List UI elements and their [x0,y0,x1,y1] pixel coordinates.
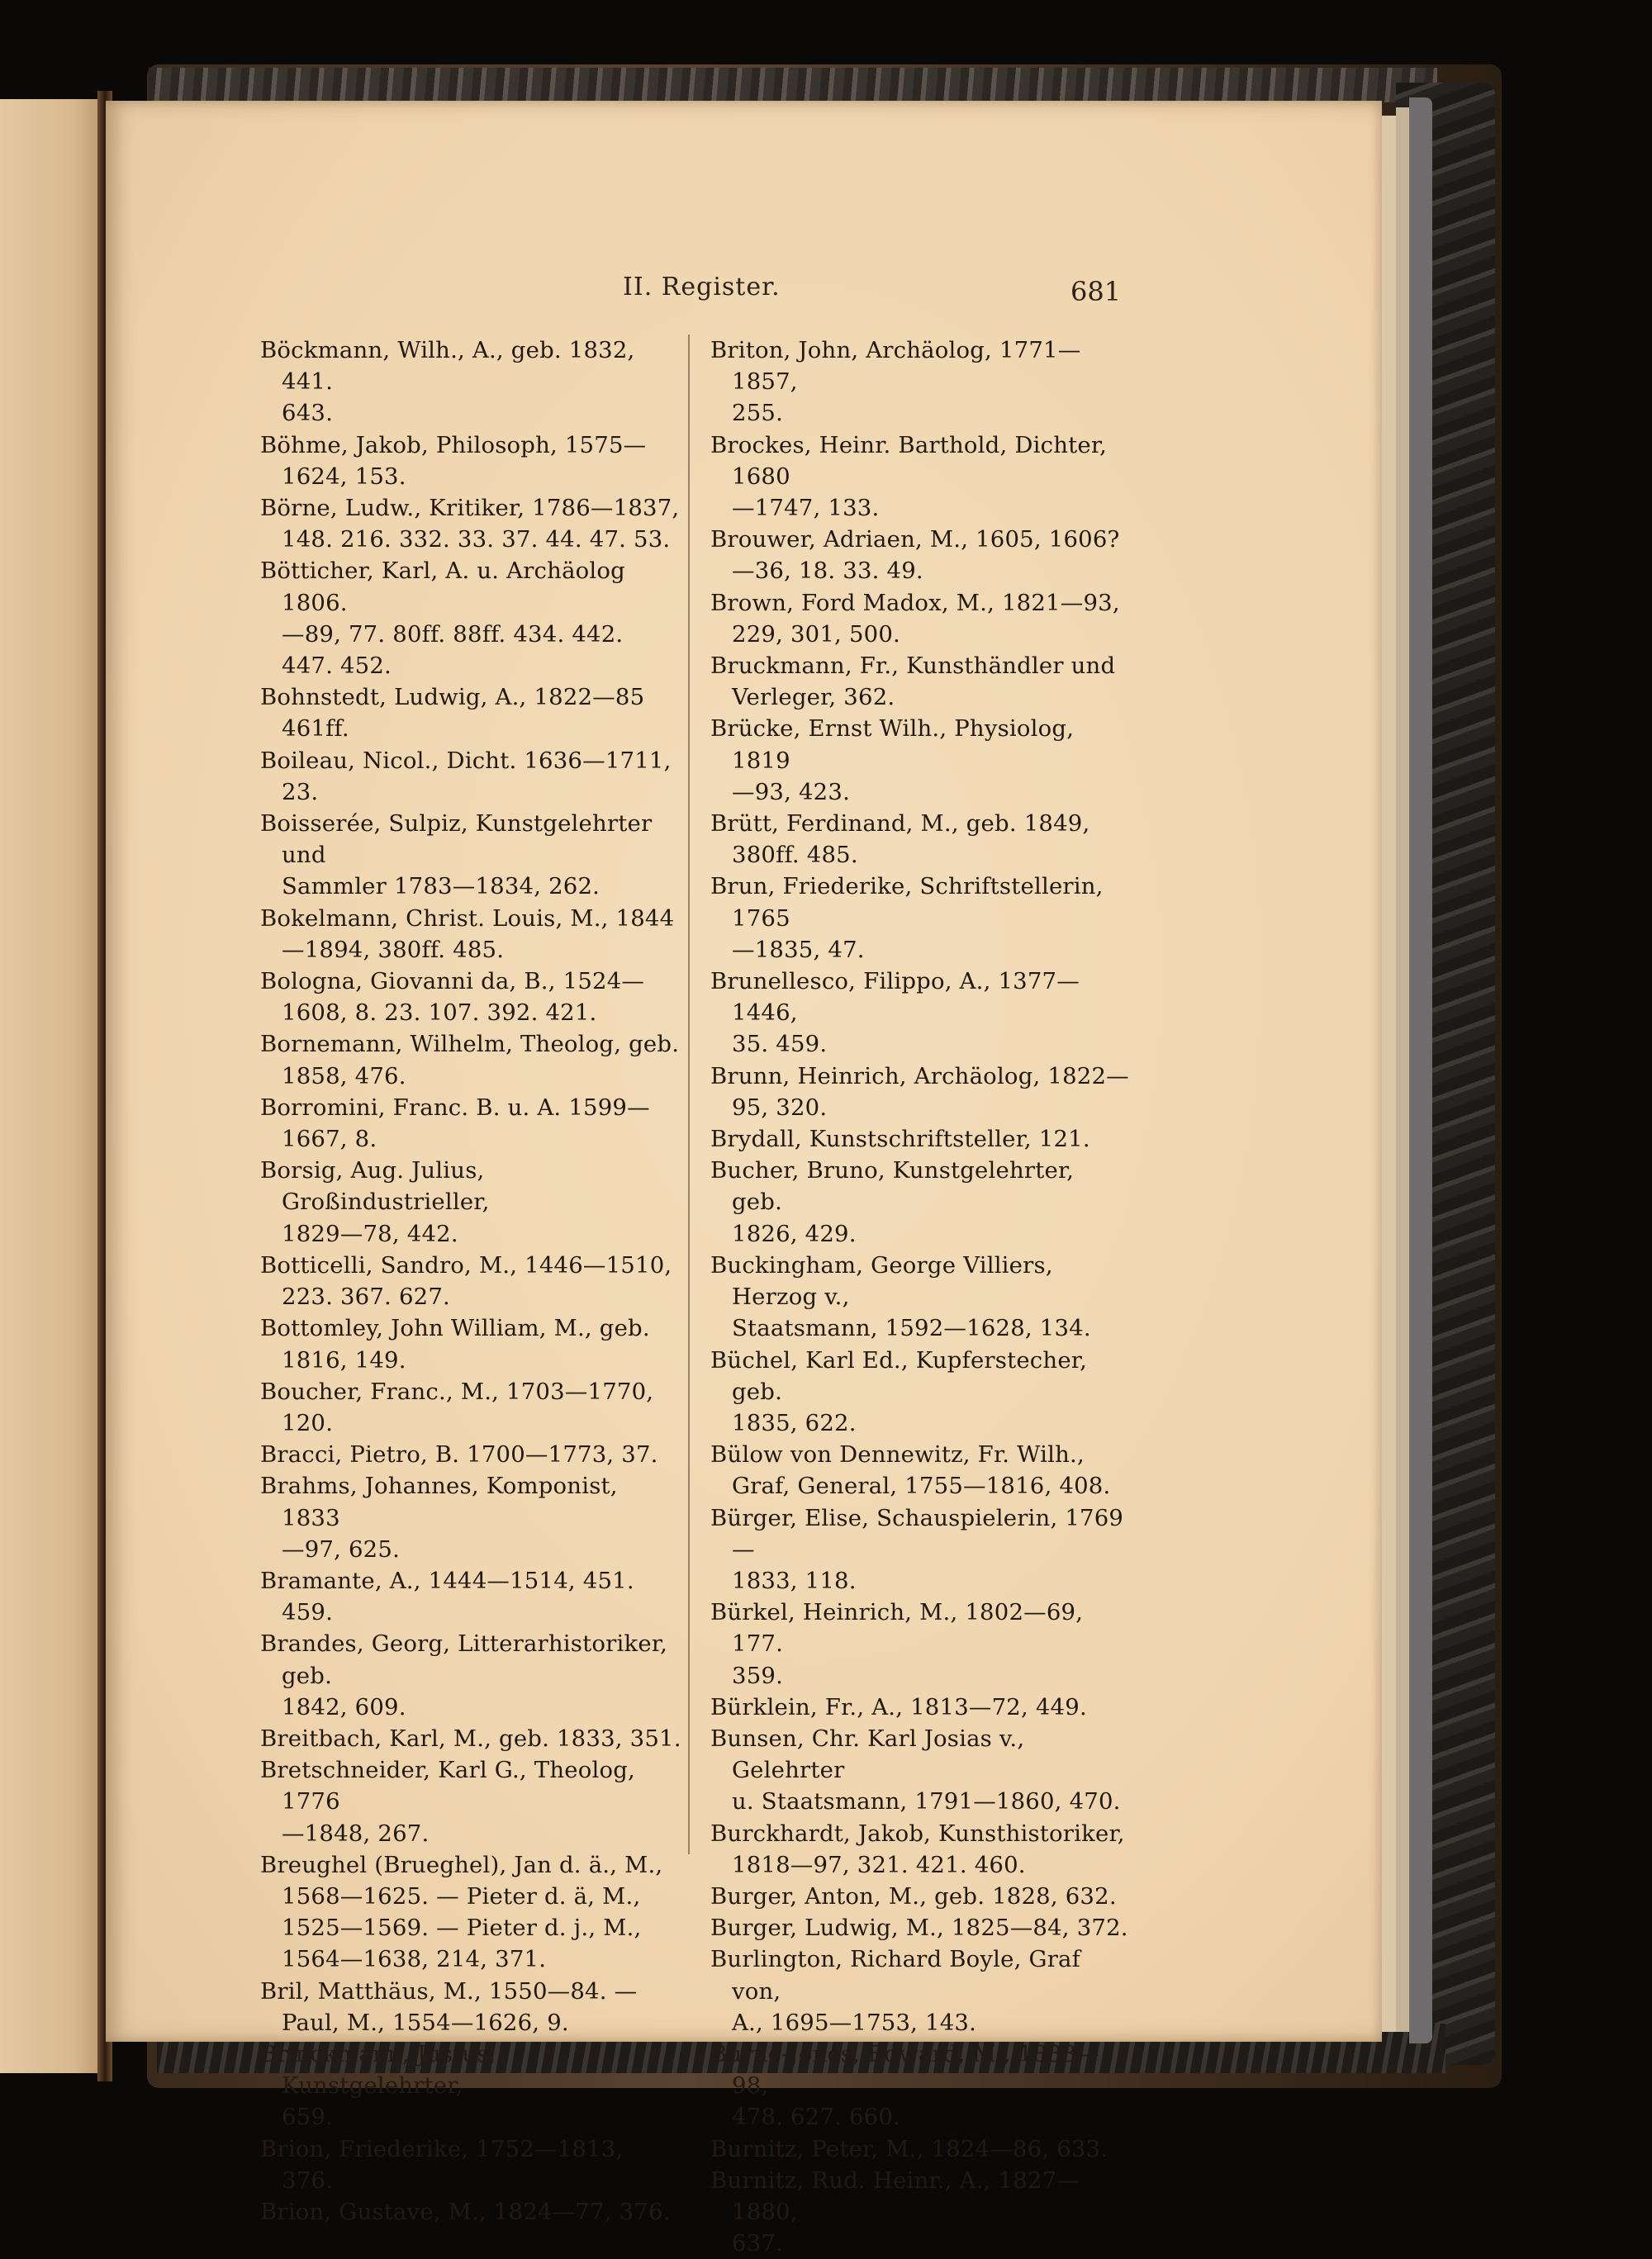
index-entry-line: Brinckmann, Justus, Kunstgelehrter, [260,2040,496,2100]
index-entry-line: 447. 452. [282,653,392,680]
index-entry-line: Burlington, Richard Boyle, Graf von, [710,1946,1081,2005]
index-entry-line: 229, 301, 500. [732,620,900,648]
index-entry-line: Bohnstedt, Ludwig, A., 1822—85 461ff. [260,684,645,743]
index-entry [710,650,1132,713]
index-entry-line: 637. [732,2230,784,2257]
index-entry [710,2133,1132,2165]
index-entry-line: Paul, M., 1554—1626, 9. [282,2009,569,2036]
index-entry-line: Bruckmann, Fr., Kunsthändler und [710,653,1116,680]
index-entry [710,1061,1132,1123]
index-entry [710,1818,1132,1881]
index-entry-line: u. Staatsmann, 1791—1860, 470. [732,1788,1121,1815]
index-entry-line: 1816, 149. [282,1346,406,1374]
index-entry-line: —1747, 133. [732,495,880,522]
index-entry-line: —93, 423. [732,778,851,805]
index-column-left [260,335,681,2225]
index-entry-line: 148. 216. 332. 33. 37. 44. 47. 53. [282,526,671,553]
running-head: II. Register. [623,273,781,301]
index-entry [260,1250,681,1312]
index-entry-line: Bracci, Pietro, B. 1700—1773, 37. [260,1441,658,1469]
index-entry [260,1092,681,1155]
index-entry-line: 1624, 153. [282,463,406,490]
index-entry-line: Brown, Ford Madox, M., 1821—93, [710,589,1120,616]
index-entry-line: Bürger, Elise, Schauspielerin, 1769— [710,1504,1124,1563]
index-entry [710,871,1132,966]
index-entry-line: 1568—1625. — Pieter d. ä, M., [282,1882,641,1910]
index-entry-line: Bretschneider, Karl G., Theolog, 1776 [260,1757,635,1815]
index-entry [710,808,1132,871]
index-entry [710,1723,1132,1818]
index-entry-line: 223. 367. 627. [282,1284,450,1311]
index-entry [260,1470,681,1565]
index-entry-line: 1818—97, 321. 421. 460. [732,1851,1026,1878]
index-entry-line: 380ff. 485. [732,842,858,869]
index-entry [260,1849,681,1976]
index-entry-line: 1667, 8. [282,1126,377,1153]
index-entry [710,1439,1132,1502]
index-entry-line: Bokelmann, Christ. Louis, M., 1844 [260,904,675,932]
index-entry [260,1754,681,1849]
index-entry [260,1155,681,1250]
index-entry [260,1439,681,1470]
index-entry-line: 1564—1638, 214, 371. [282,1946,547,1973]
index-entry-line: Burckhardt, Jakob, Kunsthistoriker, [710,1820,1125,1847]
index-entry-line: 643. [282,400,334,427]
index-entry-line: Briton, John, Archäolog, 1771—1857, [710,337,1081,396]
index-entry-line: Bucher, Bruno, Kunstgelehrter, geb. [710,1157,1075,1216]
index-entry [710,966,1132,1061]
index-entry-line: —97, 625. [282,1535,401,1563]
index-entry-line: Boisserée, Sulpiz, Kunstgelehrter und [260,810,653,869]
facing-left-page [0,99,106,2073]
index-entry-line: —1835, 47. [732,936,865,963]
index-entry-line: Bornemann, Wilhelm, Theolog, geb. [260,1031,680,1058]
index-entry-line: —1894, 380ff. 485. [282,936,505,963]
index-entry-line: Breitbach, Karl, M., geb. 1833, 351. [260,1725,681,1752]
index-entry [260,903,681,966]
index-entry-line: —36, 18. 33. 49. [732,558,923,585]
index-entry-line: Staatsmann, 1592—1628, 134. [732,1315,1091,1342]
index-entry-line: Brion, Gustave, M., 1824—77, 376. [260,2198,671,2225]
index-entry-line: 255. [732,400,784,427]
index-entry-line: —89, 77. 80ff. 88ff. 434. 442. [282,620,624,648]
index-entry [710,524,1132,586]
index-entry-line: Sammler 1783—1834, 262. [282,873,601,900]
index-entry-line: Brücke, Ernst Wilh., Physiolog, 1819 [710,715,1075,774]
index-entry-line: Brunellesco, Filippo, A., 1377—1446, [710,968,1080,1027]
index-entry [710,2038,1132,2133]
index-entry [260,335,681,429]
index-entry [710,1502,1132,1597]
index-entry-line: Graf, General, 1755—1816, 408. [732,1473,1111,1500]
index-entry [260,745,681,808]
index-entry-line: Brütt, Ferdinand, M., geb. 1849, [710,810,1090,838]
index-entry-line: Bologna, Giovanni da, B., 1524— [260,968,645,995]
index-entry [260,1028,681,1091]
index-entry-line: 95, 320. [732,1094,828,1121]
index-entry-line: Bürklein, Fr., A., 1813—72, 449. [710,1693,1087,1720]
index-entry-line: Boucher, Franc., M., 1703—1770, 120. [260,1378,654,1436]
index-entry-line: Brandes, Georg, Litterarhistoriker, geb. [260,1630,668,1689]
index-entry [260,1565,681,1628]
index-entry-line: Brun, Friederike, Schriftstellerin, 1765 [710,873,1104,932]
index-entry-line: 1608, 8. 23. 107. 392. 421. [282,999,597,1027]
page-number: 681 [1070,276,1122,307]
index-column-right [710,335,1132,2257]
index-entry-line: Breughel (Brueghel), Jan d. ä., M., [260,1851,663,1878]
index-entry-line: 1833, 118. [732,1567,857,1594]
index-entry-line: Brouwer, Adriaen, M., 1605, 1606? [710,526,1120,553]
index-entry-line: 359. [732,1662,784,1689]
index-entry-line: Borromini, Franc. B. u. A. 1599— [260,1094,650,1121]
index-entry [710,713,1132,808]
index-entry [710,335,1132,429]
index-entry-line: Böckmann, Wilh., A., geb. 1832, 441. [260,337,635,396]
index-entry-line: Boileau, Nicol., Dicht. 1636—1711, 23. [260,747,672,805]
index-entry-line: Büchel, Karl Ed., Kupferstecher, geb. [710,1346,1088,1405]
index-entry-line: Bramante, A., 1444—1514, 451. 459. [260,1567,634,1626]
index-entry [710,1345,1132,1440]
index-entry-line: 1829—78, 442. [282,1220,458,1247]
index-entry [710,1881,1132,1912]
book-spine-top-edge [149,68,1437,102]
index-entry-line: 659. [282,2104,334,2131]
index-entry-line: Börne, Ludw., Kritiker, 1786—1837, [260,495,680,522]
index-entry [260,555,681,681]
index-entry [260,492,681,555]
page-stack-edge [1396,107,1409,2032]
index-entry [710,2165,1132,2259]
index-entry-line: Böhme, Jakob, Philosoph, 1575— [260,431,647,458]
index-entry [710,1943,1132,2038]
index-entry-line: 35. 459. [732,1031,828,1058]
index-entry [260,1723,681,1754]
index-entry-line: Brunn, Heinrich, Archäolog, 1822— [710,1062,1129,1089]
index-entry [710,1692,1132,1723]
index-entry [260,966,681,1028]
index-entry-line: —1848, 267. [282,1820,430,1847]
index-entry-line: Bülow von Dennewitz, Fr. Wilh., [710,1441,1085,1469]
index-entry-line: Bötticher, Karl, A. u. Archäolog 1806. [260,558,625,616]
index-entry [710,1597,1132,1692]
index-entry [260,1376,681,1439]
index-entry-line: 1842, 609. [282,1693,406,1720]
index-entry [260,1628,681,1723]
index-entry-line: Brockes, Heinr. Barthold, Dichter, 1680 [710,431,1108,490]
index-entry [260,429,681,492]
index-entry-line: Brahms, Johannes, Komponist, 1833 [260,1473,618,1531]
index-entry-line: 1835, 622. [732,1409,857,1436]
index-entry-line: 478. 627. 660. [732,2104,900,2131]
index-entry-line: Botticelli, Sandro, M., 1446—1510, [260,1251,672,1279]
index-entry-line: Verleger, 362. [732,684,895,711]
column-divider [688,335,690,1854]
index-entry-line: Bril, Matthäus, M., 1550—84. — [260,1977,638,2005]
index-entry [710,1250,1132,1345]
index-entry [260,2038,681,2133]
index-entry [260,2196,681,2228]
index-entry-line: Borsig, Aug. Julius, Großindustrieller, [260,1157,490,1216]
index-entry [260,1976,681,2038]
index-entry [710,1155,1132,1250]
index-entry-line: A., 1695—1753, 143. [732,2009,977,2036]
page-stack-edge [1409,97,1432,2043]
index-entry-line: Brion, Friederike, 1752—1813, 376. [260,2135,624,2194]
index-entry [710,1123,1132,1155]
index-entry [260,2133,681,2196]
index-entry [710,587,1132,650]
index-entry-line: Bunsen, Chr. Karl Josias v., Gelehrter [710,1725,1025,1784]
index-entry-line: Buckingham, George Villiers, Herzog v., [710,1251,1053,1311]
index-entry [710,429,1132,524]
index-entry-line: Brydall, Kunstschriftsteller, 121. [710,1126,1090,1153]
index-entry [260,808,681,903]
index-entry-line: Bürkel, Heinrich, M., 1802—69, 177. [710,1599,1084,1658]
index-entry [710,1912,1132,1943]
index-entry-line: Burger, Anton, M., geb. 1828, 632. [710,1882,1117,1910]
index-entry-line: Bottomley, John William, M., geb. [260,1315,650,1342]
index-entry-line: 1826, 429. [732,1220,857,1247]
index-entry-line: Burger, Ludwig, M., 1825—84, 372. [710,1915,1128,1942]
index-entry-line: 1858, 476. [282,1062,406,1089]
index-entry-line: Burnitz, Peter, M., 1824—86, 633. [710,2135,1108,2162]
index-entry-line: Burnitz, Rud. Heinr., A., 1827—1880, [710,2166,1080,2225]
index-entry [260,681,681,744]
index-entry [260,1312,681,1375]
index-entry-line: Burne-Jones, Edward, M., 1833—98, [710,2040,1100,2100]
index-entry-line: 1525—1569. — Pieter d. j., M., [282,1915,642,1942]
